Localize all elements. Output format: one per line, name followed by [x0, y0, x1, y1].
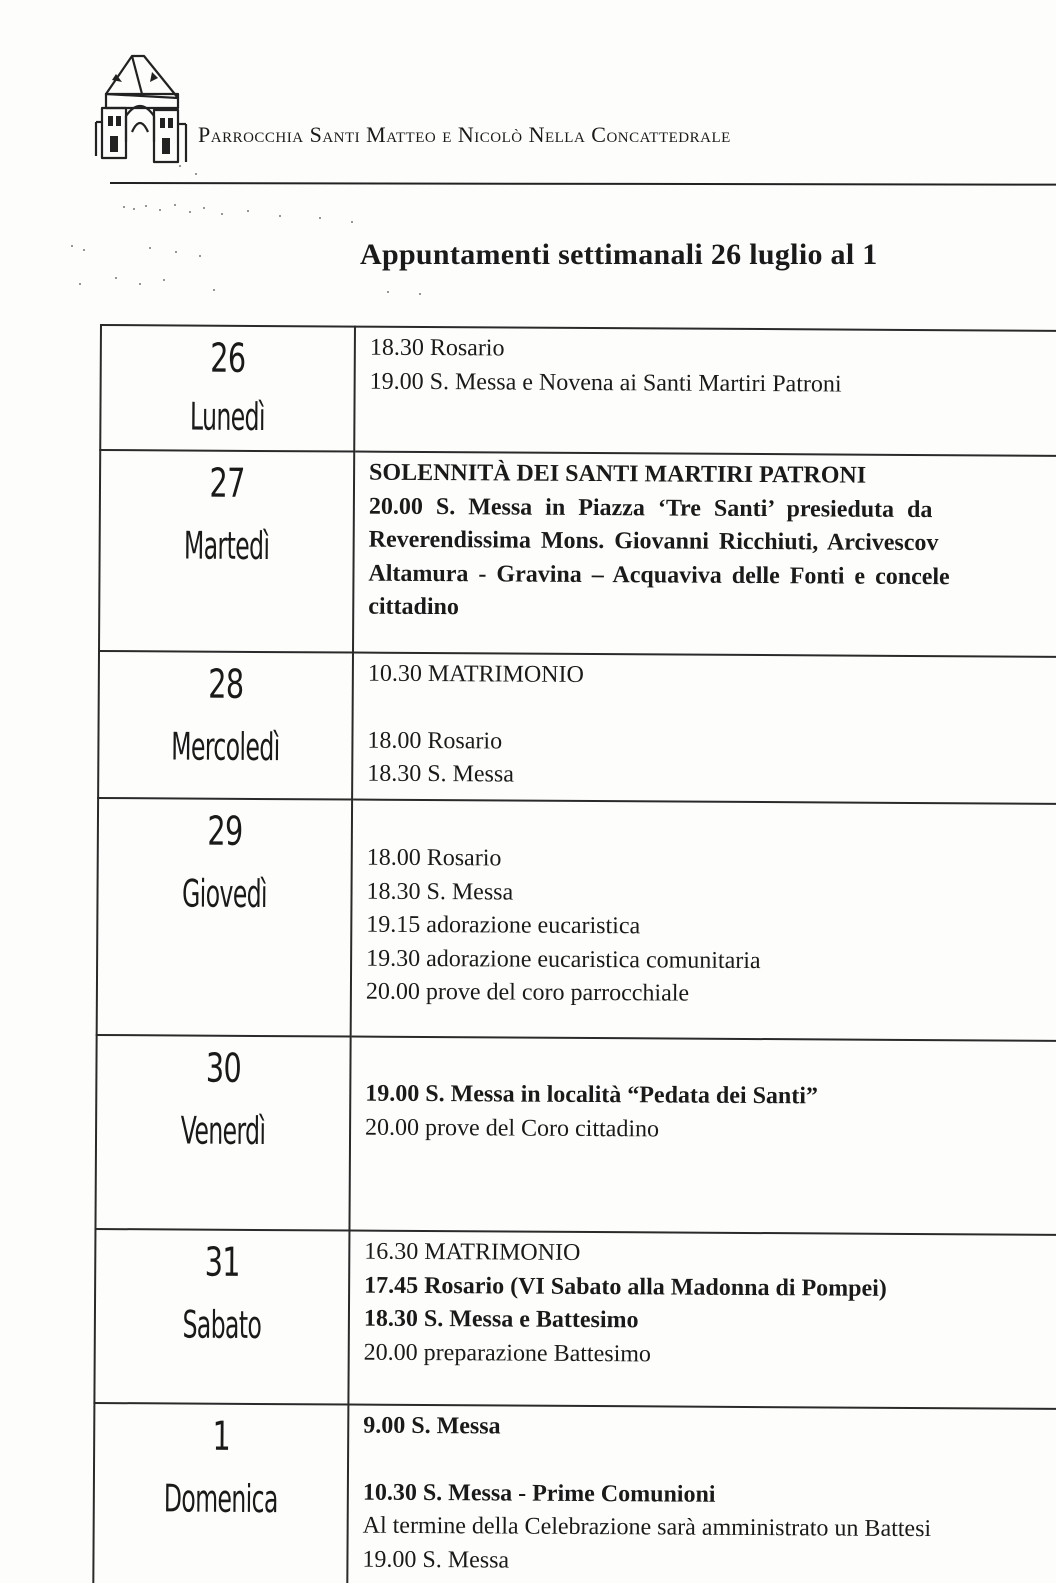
- day-cell: [94, 1229, 349, 1405]
- day-cell: [100, 325, 355, 452]
- event-line: 19.00 S. Messa: [362, 1546, 510, 1574]
- day-cell: [99, 450, 354, 653]
- page-title: Appuntamenti settimanali 26 luglio al 1: [360, 238, 878, 271]
- event-line: 18.00 Rosario: [367, 727, 503, 754]
- day-name: Venerdì: [180, 1108, 266, 1154]
- day-name: Martedì: [183, 523, 270, 569]
- events-cell: [348, 1231, 1056, 1410]
- table-row: [99, 450, 1056, 657]
- parish-name: Parrocchia Santi Matteo e Nicolò Nella Concattedrale: [198, 122, 731, 147]
- events-cell: [352, 653, 1056, 805]
- event-line: 17.45 Rosario (VI Sabato alla Madonna di Pompei): [364, 1272, 887, 1302]
- table-row: [97, 798, 1056, 1041]
- day-name: Sabato: [182, 1302, 262, 1348]
- day-number: 31: [204, 1239, 241, 1286]
- table-row: [93, 1403, 1056, 1583]
- event-line: 18.30 S. Messa: [366, 878, 514, 906]
- event-line: cittadino: [368, 593, 460, 621]
- day-number: 1: [212, 1413, 231, 1460]
- event-line: 18.00 Rosario: [366, 844, 502, 872]
- event-line: 10.30 S. Messa - Prime Comunioni: [362, 1479, 716, 1508]
- day-number: 30: [205, 1045, 242, 1092]
- event-line: 16.30 MATRIMONIO: [364, 1238, 581, 1266]
- day-cell: [98, 651, 353, 800]
- event-line: 9.00 S. Messa: [363, 1412, 501, 1440]
- event-line: 19.30 adorazione eucaristica comunitaria: [366, 945, 761, 974]
- events-cell: [347, 1405, 1056, 1583]
- day-number: 26: [210, 335, 246, 382]
- day-number: 27: [209, 460, 245, 507]
- events-cell: [349, 1037, 1056, 1236]
- event-line: 18.30 S. Messa e Battesimo: [363, 1305, 639, 1334]
- event-line: 19.15 adorazione eucaristica: [366, 911, 641, 940]
- day-name: Mercoledì: [171, 724, 280, 770]
- day-name: Domenica: [163, 1476, 278, 1522]
- events-cell: [353, 452, 1056, 658]
- events-cell: [354, 327, 1056, 457]
- events-cell: [351, 800, 1056, 1042]
- day-cell: [97, 798, 352, 1037]
- event-line: Reverendissima Mons. Giovanni Ricchiuti, Arcivescov: [368, 526, 939, 557]
- table-row: [100, 325, 1056, 456]
- day-name: Giovedì: [181, 871, 268, 917]
- day-name: Lunedì: [189, 394, 265, 440]
- event-line: SOLENNITÀ DEI SANTI MARTIRI PATRONI: [369, 459, 867, 489]
- event-line: 20.00 prove del coro parrocchiale: [365, 978, 690, 1007]
- event-line: 18.30 Rosario: [369, 334, 505, 362]
- table-row: [98, 651, 1056, 804]
- day-cell: [93, 1403, 348, 1583]
- table-row: [94, 1229, 1056, 1409]
- day-number: 29: [207, 808, 243, 855]
- event-line: Altamura - Gravina – Acquaviva delle Fonti e concele: [368, 560, 950, 590]
- table-row: [95, 1035, 1056, 1235]
- day-number: 28: [208, 661, 244, 708]
- schedule-table: [92, 324, 1056, 1583]
- event-line: 19.00 S. Messa in località “Pedata dei Santi”: [365, 1080, 819, 1110]
- event-line: 10.30 MATRIMONIO: [367, 660, 584, 688]
- event-line: 19.00 S. Messa e Novena ai Santi Martiri Patroni: [369, 368, 842, 398]
- event-line: 20.00 S. Messa in Piazza ‘Tre Santi’ presieduta da: [368, 493, 933, 523]
- event-line: 18.30 S. Messa: [367, 760, 515, 788]
- event-line: 20.00 prove del Coro cittadino: [365, 1114, 660, 1142]
- event-line: 20.00 preparazione Battesimo: [363, 1339, 652, 1367]
- event-line: Al termine della Celebrazione sarà amministrato un Battesi: [362, 1512, 932, 1543]
- day-cell: [95, 1035, 350, 1231]
